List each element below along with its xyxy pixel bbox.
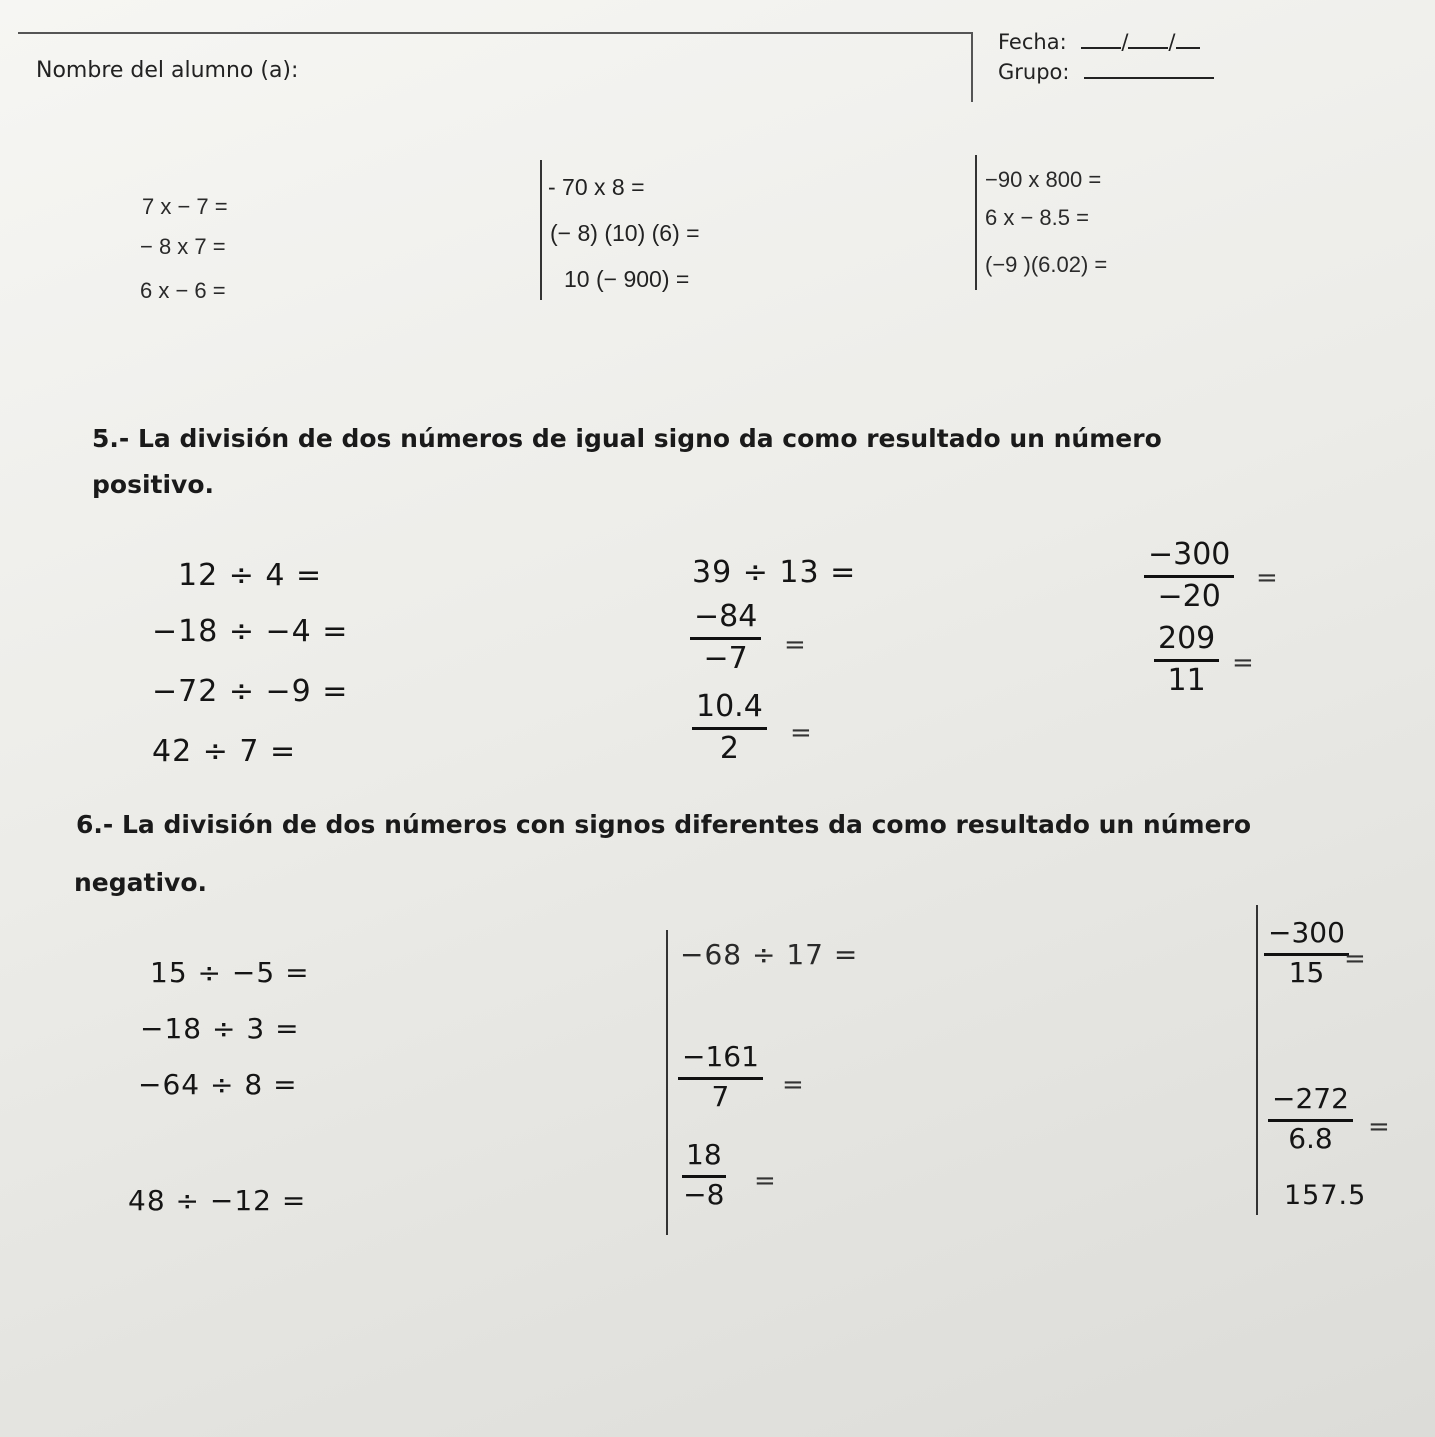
fraction-denominator: 11 — [1167, 663, 1206, 698]
fraction-numerator: −161 — [678, 1042, 763, 1080]
fraction-numerator: −300 — [1264, 918, 1349, 956]
exercise-mult-2: − 8 x 7 = — [140, 234, 226, 259]
exercise-mult-9: (−9 )(6.02) = — [985, 252, 1108, 277]
exercise-mult-8: 6 x − 8.5 = — [985, 205, 1089, 230]
equals-sign: = — [782, 1070, 804, 1100]
fraction-div-17 — [1264, 918, 1349, 989]
exercise-mult-3: 6 x − 6 = — [140, 278, 226, 303]
date-month-blank[interactable] — [1128, 46, 1168, 49]
equals-sign: = — [1232, 648, 1254, 678]
fraction-div-16 — [682, 1140, 726, 1211]
exercise-mult-5: (− 8) (10) (6) = — [550, 220, 700, 246]
exercise-div-11: −18 ÷ 3 = — [140, 1012, 300, 1045]
group-label: Grupo: — [998, 60, 1070, 84]
exercise-mult-6: 10 (− 900) = — [564, 266, 690, 292]
section-5-heading-cont: positivo. — [92, 470, 215, 499]
fraction-div-15 — [678, 1042, 763, 1113]
fraction-numerator: 18 — [682, 1140, 726, 1178]
fraction-denominator: 6.8 — [1288, 1121, 1333, 1155]
exercise-div-10: 15 ÷ −5 = — [150, 956, 310, 989]
exercise-div-2: −18 ÷ −4 = — [152, 614, 349, 649]
column-divider — [666, 930, 668, 1235]
date-day-blank[interactable] — [1081, 46, 1121, 49]
fraction-div-7 — [692, 690, 767, 765]
exercise-mult-4: - 70 x 8 = — [548, 174, 645, 200]
section-6-heading: 6.- La división de dos números con signos diferentes da como resultado un número — [76, 810, 1252, 839]
equals-sign: = — [1256, 563, 1278, 593]
exercise-div-4: 42 ÷ 7 = — [152, 734, 297, 769]
date-separator-1: / — [1121, 30, 1129, 54]
exercise-div-12: −64 ÷ 8 = — [138, 1068, 298, 1101]
group-blank[interactable] — [1084, 76, 1214, 79]
column-divider — [975, 155, 977, 290]
date-year-blank[interactable] — [1176, 46, 1200, 49]
equals-sign: = — [1344, 944, 1366, 974]
fraction-denominator: 15 — [1288, 955, 1325, 989]
group-field[interactable] — [998, 60, 1214, 84]
column-divider — [1256, 905, 1258, 1215]
exercise-extra-value: 157.5 — [1284, 1180, 1367, 1211]
fraction-numerator: −272 — [1268, 1084, 1353, 1122]
fraction-denominator: −7 — [703, 641, 748, 676]
fraction-numerator: −300 — [1144, 538, 1234, 578]
fraction-denominator: 2 — [719, 731, 739, 766]
fraction-div-9 — [1154, 622, 1219, 697]
date-label: Fecha: — [998, 30, 1067, 54]
exercise-mult-7: −90 x 800 = — [985, 167, 1102, 192]
section-6-heading-cont: negativo. — [74, 868, 208, 897]
column-divider — [540, 160, 542, 300]
fraction-numerator: 209 — [1154, 622, 1219, 662]
section-5-heading: 5.- La división de dos números de igual signo da como resultado un número — [92, 424, 1162, 453]
fraction-div-18 — [1268, 1084, 1353, 1155]
exercise-div-13: 48 ÷ −12 = — [128, 1184, 307, 1217]
equals-sign: = — [1368, 1112, 1390, 1142]
fraction-denominator: −20 — [1157, 579, 1221, 614]
exercise-div-5: 39 ÷ 13 = — [692, 555, 857, 590]
equals-sign: = — [754, 1166, 776, 1196]
exercise-div-14: −68 ÷ 17 = — [680, 938, 859, 971]
fraction-denominator: −8 — [683, 1177, 725, 1211]
date-field[interactable] — [998, 30, 1200, 54]
date-separator-2: / — [1168, 30, 1176, 54]
student-name-label: Nombre del alumno (a): — [36, 58, 299, 83]
equals-sign: = — [784, 630, 806, 660]
exercise-div-1: 12 ÷ 4 = — [178, 558, 323, 593]
fraction-denominator: 7 — [711, 1079, 730, 1113]
equals-sign: = — [790, 718, 812, 748]
exercise-div-3: −72 ÷ −9 = — [152, 674, 349, 709]
fraction-div-6 — [690, 600, 761, 675]
fraction-div-8 — [1144, 538, 1234, 613]
fraction-numerator: −84 — [690, 600, 761, 640]
fraction-numerator: 10.4 — [692, 690, 767, 730]
exercise-mult-1: 7 x − 7 = — [142, 194, 228, 219]
